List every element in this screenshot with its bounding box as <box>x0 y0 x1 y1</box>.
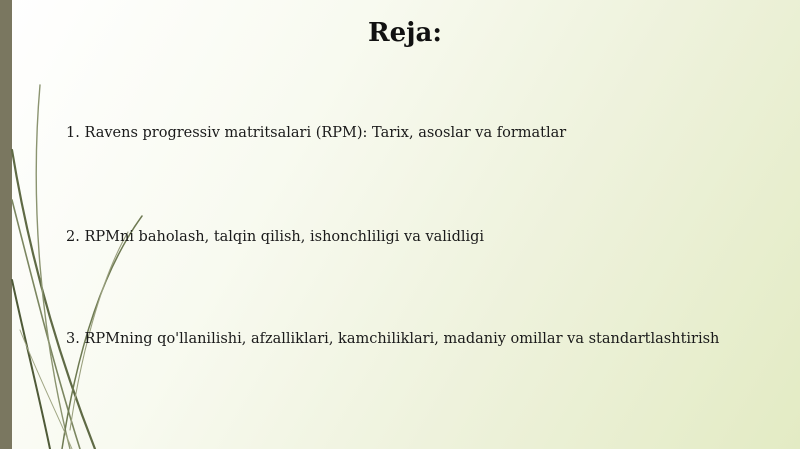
grass-stems-decoration <box>0 0 160 449</box>
plan-item-2: 2. RPMni baholash, talqin qilish, ishonchliligi va validligi <box>66 229 485 245</box>
plan-item-1: 1. Ravens progressiv matritsalari (RPM): Tarix, asoslar va formatlar <box>66 125 567 141</box>
plan-item-3: 3. RPMning qo'llanilishi, afzalliklari, kamchiliklari, madaniy omillar va standartlashtirish <box>66 331 720 347</box>
slide-title: Reja: <box>367 18 442 48</box>
